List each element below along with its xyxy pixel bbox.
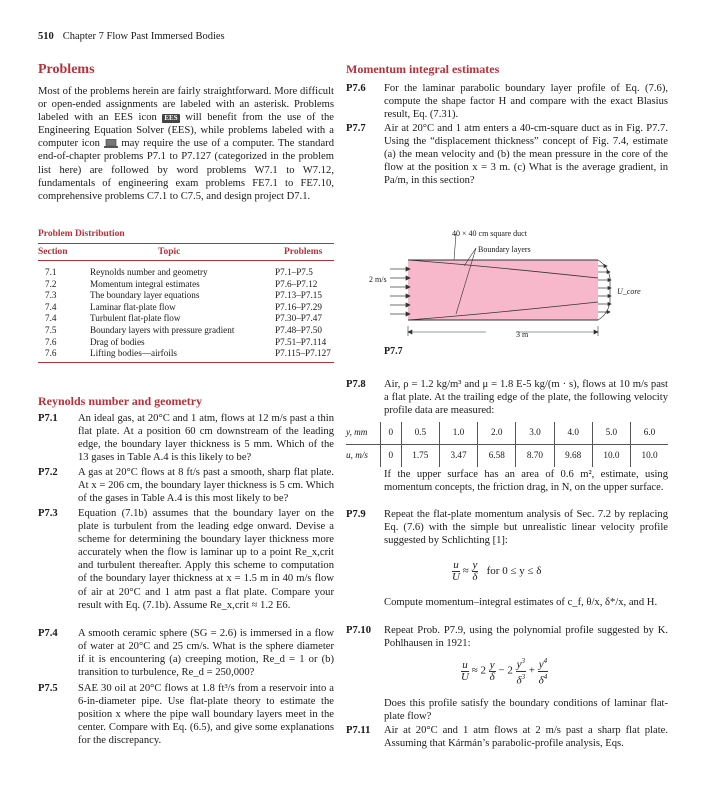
problem-number: P7.10 [346,625,372,636]
problem-number: P7.2 [38,467,58,478]
problem-text: Air at 20°C and 1 atm flows at 2 m/s past a sharp flat plate. Assuming that Kármán’s parabolic-profile analysis, Eqs. [384,725,668,750]
table-row: 7.4 Laminar flat-plate flow P7.16–P7.29 [45,301,322,312]
table-row: 7.2 Momentum integral estimates P7.6–P7.12 [45,278,318,289]
table-top-rule [38,243,334,244]
problem-p7-5 [38,682,334,747]
problem-p7-9 [346,508,668,547]
problem-number: P7.6 [346,83,366,94]
inlet-velocity-label: 2 m/s [369,275,387,284]
problem-text: A smooth ceramic sphere (SG = 2.6) is immersed in a flow of water at 20°C and 25 cm/s. What is the sphere diameter if it is encountering (a) creeping motion, Re_d = 1 or (b) transition to turbulence, Re_d = 250,000? [78,628,334,679]
intro-text-2: will benefit from the use of the Engineering Equation Solver (EES), while problems labeled with a computer icon [38,112,334,150]
problem-text: Repeat Prob. P7.9, using the polynomial profile suggested by K. Pohlhausen in 1921: [384,625,668,650]
table-row: u, m/s 0 1.75 3.47 6.58 8.70 9.68 10.0 10.0 [346,445,668,468]
p7-9-continuation: Compute momentum–integral estimates of c_f, θ/x, δ*/x, and H. [384,597,658,608]
intro-text-3: may require the use of a computer. The standard end-of-chapter problems P7.1 to P7.127 (categorized in the problem list here) are followed by word problems W7.1 to W7.12, fundamentals of engineering exam problems FE7.1 to FE7.10, comprehensive problems C7.1 to C7.5, and design project D7.1. [38,138,334,202]
problem-text: Repeat the flat-plate momentum analysis of Sec. 7.2 by replacing Eq. (7.6) with the simple but unrealistic linear velocity profile suggested by Schlichting [1]: [384,509,668,547]
intro-paragraph [38,85,334,203]
col-section: Section [38,247,68,257]
problem-number: P7.4 [38,628,58,639]
inlet-arrows [390,267,410,316]
col-problems: Problems [284,247,323,257]
table-row: 7.5 Boundary layers with pressure gradient P7.48–P7.50 [45,324,322,335]
page-number: 510 [38,31,54,42]
problem-p7-10 [346,624,668,650]
problem-p7-3 [38,507,334,612]
y-label: y, mm [346,422,381,445]
distribution-table [38,267,334,360]
outlet-profile [598,260,611,320]
intro-text-1: Most of the problems herein are fairly straightforward. More difficult or open-ended assignments are labeled with an asterisk. Problems labeled with an EES icon [38,86,334,124]
figure-caption: P7.7 [384,346,403,357]
col-topic: Topic [158,247,181,257]
length-dimension [408,326,598,336]
length-label: 3 m [516,330,529,339]
problem-number: P7.7 [346,123,366,134]
core-velocity-label: U_core [617,287,641,296]
computer-icon [104,139,118,148]
problem-number: P7.8 [346,379,366,390]
velocity-profile-table [346,422,668,467]
chapter-title: Chapter 7 Flow Past Immersed Bodies [62,31,225,42]
table-row: 7.6 Lifting bodies—airfoils P7.115–P7.127 [45,348,331,359]
problem-number: P7.1 [38,413,58,424]
p7-8-continuation: If the upper surface has an area of 0.6 m², estimate, using momentum concepts, the friction drag, in N, on the upper surface. [384,469,668,494]
duct-label: 40 × 40 cm square duct [452,229,527,238]
range-text: for 0 ≤ y ≤ δ [486,565,542,578]
problem-p7-1 [38,412,334,464]
problem-number: P7.5 [38,683,58,694]
problem-text: Air, ρ = 1.2 kg/m³ and μ = 1.8 E-5 kg/(m · s), flows at 10 m/s past a flat plate. At the trailing edge of the plate, the following velocity profile data are measured: [384,379,668,417]
table-bottom-rule [38,362,334,363]
table-row: y, mm 0 0.5 1.0 2.0 3.0 4.0 5.0 6.0 [346,422,668,445]
distribution-title: Problem Distribution [38,229,125,239]
problem-p7-11 [346,724,668,750]
problem-p7-2 [38,466,334,505]
page-header [38,30,225,43]
problem-text: Air at 20°C and 1 atm enters a 40-cm-square duct as in Fig. P7.7. Using the “displacement thickness” concept of Fig. 7.4, estimate (a) the mean velocity and (b) the mean pressure in the core of the flow at the position x = 3 m. (c) What is the average gradient, in Pa/m, in this section? [384,123,668,187]
problem-text: Equation (7.1b) assumes that the boundary layer on the plate is turbulent from the leading edge onward. Devise a scheme for determining the boundary layer thickness more accurately when the flow is laminar up to a point Re_x,crit and turbulent thereafter. Apply this scheme to computation of the boundary layer thickness at x = 1.5 m in 40 m/s flow of air at 20°C and 1 atm past a flat plate. Compare your result with Eq. (7.1b). Assume Re_x,crit ≈ 1.2 E6. [78,508,334,611]
problem-text: For the laminar parabolic boundary layer profile of Eq. (7.6), compute the shape factor H and compare with the exact Blasius result, Eq. (7.31). [384,83,668,121]
problem-p7-6 [346,82,668,121]
problem-number: P7.3 [38,508,58,519]
problem-p7-4 [38,627,334,679]
table-row: 7.4 Turbulent flat-plate flow P7.30–P7.47 [45,313,322,324]
problem-p7-8 [346,378,668,417]
problem-number: P7.11 [346,725,371,736]
momentum-section-title: Momentum integral estimates [346,62,500,76]
duct-body [408,260,598,320]
problem-text: A gas at 20°C flows at 8 ft/s past a smooth, sharp flat plate. At x = 206 cm, the boundary layer thickness is 5 cm. Which of the gases in Table A.4 is this most likely to be? [78,467,334,505]
table-row: 7.3 The boundary layer equations P7.13–P7.15 [45,290,322,301]
problem-number: P7.9 [346,509,366,520]
u-label: u, m/s [346,450,368,461]
ees-icon: EES [164,114,178,123]
problem-text: An ideal gas, at 20°C and 1 atm, flows at 12 m/s past a thin flat plate. At a position 60 cm downstream of the leading edge, the boundary layer thickness is 5 mm. Which of the 13 gases in Table A.4 is this likely to be? [78,413,334,464]
reynolds-section-title: Reynolds number and geometry [38,394,203,408]
table-row: 7.1 Reynolds number and geometry P7.1–P7.5 [45,267,313,277]
problem-p7-7 [346,122,668,187]
problem-text: SAE 30 oil at 20°C flows at 1.8 ft³/s from a reservoir into a 6-in-diameter pipe. Use flat-plate theory to estimate the position x where the pipe wall boundary layers meet in the center. Compare with Eq. (6.5), and give some explanations for the discrepancy. [78,683,334,747]
table-row: 7.6 Drag of bodies P7.51–P7.114 [45,336,327,347]
boundary-layers-label: Boundary layers [478,245,531,254]
polynomial-profile-equation: $\frac{u}{U}$ ≈ 2 $\frac{y}{\delta}$ − 2 $\frac{y^3}{\delta^3}$ + $\frac{y^4}{\delta^4}$ [461,657,548,687]
linear-profile-equation: $\frac{u}{U}$ ≈ $\frac{y}{\delta}$ for 0 ≤ y ≤ δ [452,559,542,583]
p7-10-continuation: Does this profile satisfy the boundary conditions of laminar flat-plate flow? [384,698,668,723]
problems-title: Problems [38,62,95,77]
table-header-rule [38,260,334,261]
